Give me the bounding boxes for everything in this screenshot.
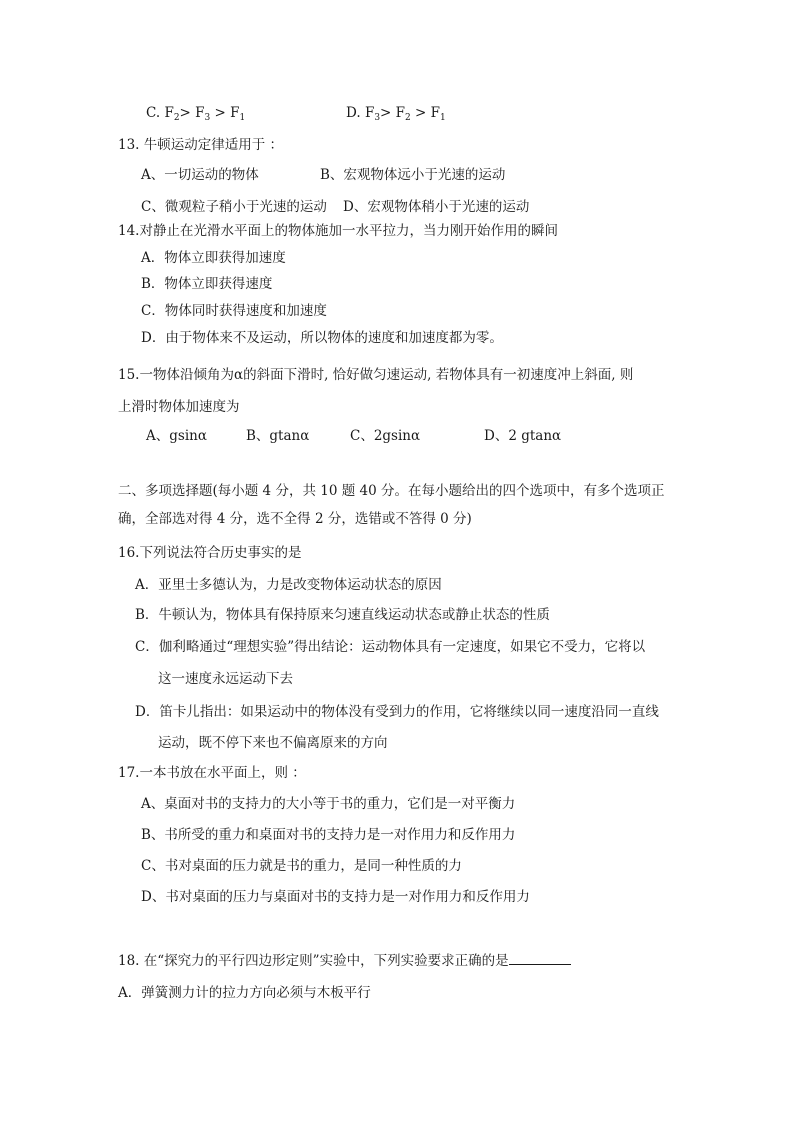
answer-blank[interactable]: [509, 952, 571, 965]
q16-option-d-line-1: D．笛卡儿指出：如果运动中的物体没有受到力的作用，它将继续以同一速度沿同一直线: [135, 704, 659, 720]
subscript: 2: [405, 113, 411, 123]
section-2-heading-line-1: 二、多项选择题(每小题 4 分，共 10 题 40 分。在每小题给出的四个选项中，有多个选项正: [118, 483, 665, 499]
q15-option-c: C、2gsinα: [350, 428, 421, 444]
q18-option-a: A．弹簧测力计的拉力方向必须与木板平行: [118, 985, 371, 1001]
q15-option-a: A、gsinα: [146, 428, 207, 444]
q15-option-b: B、gtanα: [246, 428, 310, 444]
subscript: 1: [239, 113, 246, 123]
q15-option-d: D、2 gtanα: [484, 428, 562, 444]
q13-option-d: D、宏观物体稍小于光速的运动: [343, 199, 530, 215]
subscript: 3: [374, 113, 381, 123]
math-text: > F: [380, 105, 406, 121]
option-label: C.: [146, 105, 165, 121]
math-text: > F: [179, 105, 205, 121]
option-label: D.: [346, 105, 365, 121]
q14-stem: 14.对静止在光滑水平面上的物体施加一水平拉力，当力刚开始作用的瞬间: [118, 223, 558, 239]
q13-option-c: C、微观粒子稍小于光速的运动: [141, 199, 327, 215]
q12-option-c: [146, 104, 245, 127]
q14-option-a: A．物体立即获得加速度: [141, 250, 286, 266]
q16-option-b: B．牛顿认为，物体具有保持原来匀速直线运动状态或静止状态的性质: [135, 607, 550, 623]
q18-stem-text: 18. 在“探究力的平行四边形定则”实验中，下列实验要求正确的是: [118, 953, 509, 969]
q13-option-a: A、一切运动的物体: [141, 167, 259, 183]
q15-stem-line-1: 15.一物体沿倾角为α的斜面下滑时, 恰好做匀速运动, 若物体具有一初速度冲上斜面, 则: [118, 367, 634, 383]
q17-option-c: C、书对桌面的压力就是书的重力，是同一种性质的力: [141, 858, 462, 874]
q16-option-c-line-2: 这一速度永远运动下去: [158, 671, 293, 687]
math-text: F: [164, 105, 174, 121]
q12-option-d: [346, 104, 446, 127]
math-text: > F: [210, 105, 240, 121]
q16-stem: 16.下列说法符合历史事实的是: [118, 545, 302, 561]
q15-stem-line-2: 上滑时物体加速度为: [118, 399, 240, 415]
math-text: > F: [410, 105, 441, 121]
subscript: 3: [204, 113, 211, 123]
q17-option-b: B、书所受的重力和桌面对书的支持力是一对作用力和反作用力: [141, 827, 516, 843]
q14-option-b: B．物体立即获得速度: [141, 276, 273, 292]
math-text: F: [364, 105, 375, 121]
q16-option-a: A．亚里士多德认为，力是改变物体运动状态的原因: [135, 577, 442, 593]
q14-option-c: C．物体同时获得速度和加速度: [141, 303, 327, 319]
q17-option-d: D、书对桌面的压力与桌面对书的支持力是一对作用力和反作用力: [141, 889, 530, 905]
section-2-heading-line-2: 确，全部选对得 4 分，选不全得 2 分，选错或不答得 0 分): [118, 511, 472, 527]
q17-option-a: A、桌面对书的支持力的大小等于书的重力，它们是一对平衡力: [141, 796, 516, 812]
subscript: 1: [440, 113, 446, 123]
q13-stem: 13. 牛顿运动定律适用于 ：: [118, 137, 284, 153]
q17-stem: 17.一本书放在水平面上，则 ：: [118, 765, 306, 781]
q16-option-d-line-2: 运动，既不停下来也不偏离原来的方向: [158, 735, 388, 751]
subscript: 2: [173, 113, 180, 123]
q18-stem: [118, 952, 571, 970]
q13-option-b: B、宏观物体远小于光速的运动: [320, 167, 506, 183]
q16-option-c-line-1: C．伽利略通过“理想实验”得出结论：运动物体具有一定速度，如果它不受力，它将以: [135, 639, 646, 655]
q14-option-d: D．由于物体来不及运动，所以物体的速度和加速度都为零。: [141, 330, 503, 346]
